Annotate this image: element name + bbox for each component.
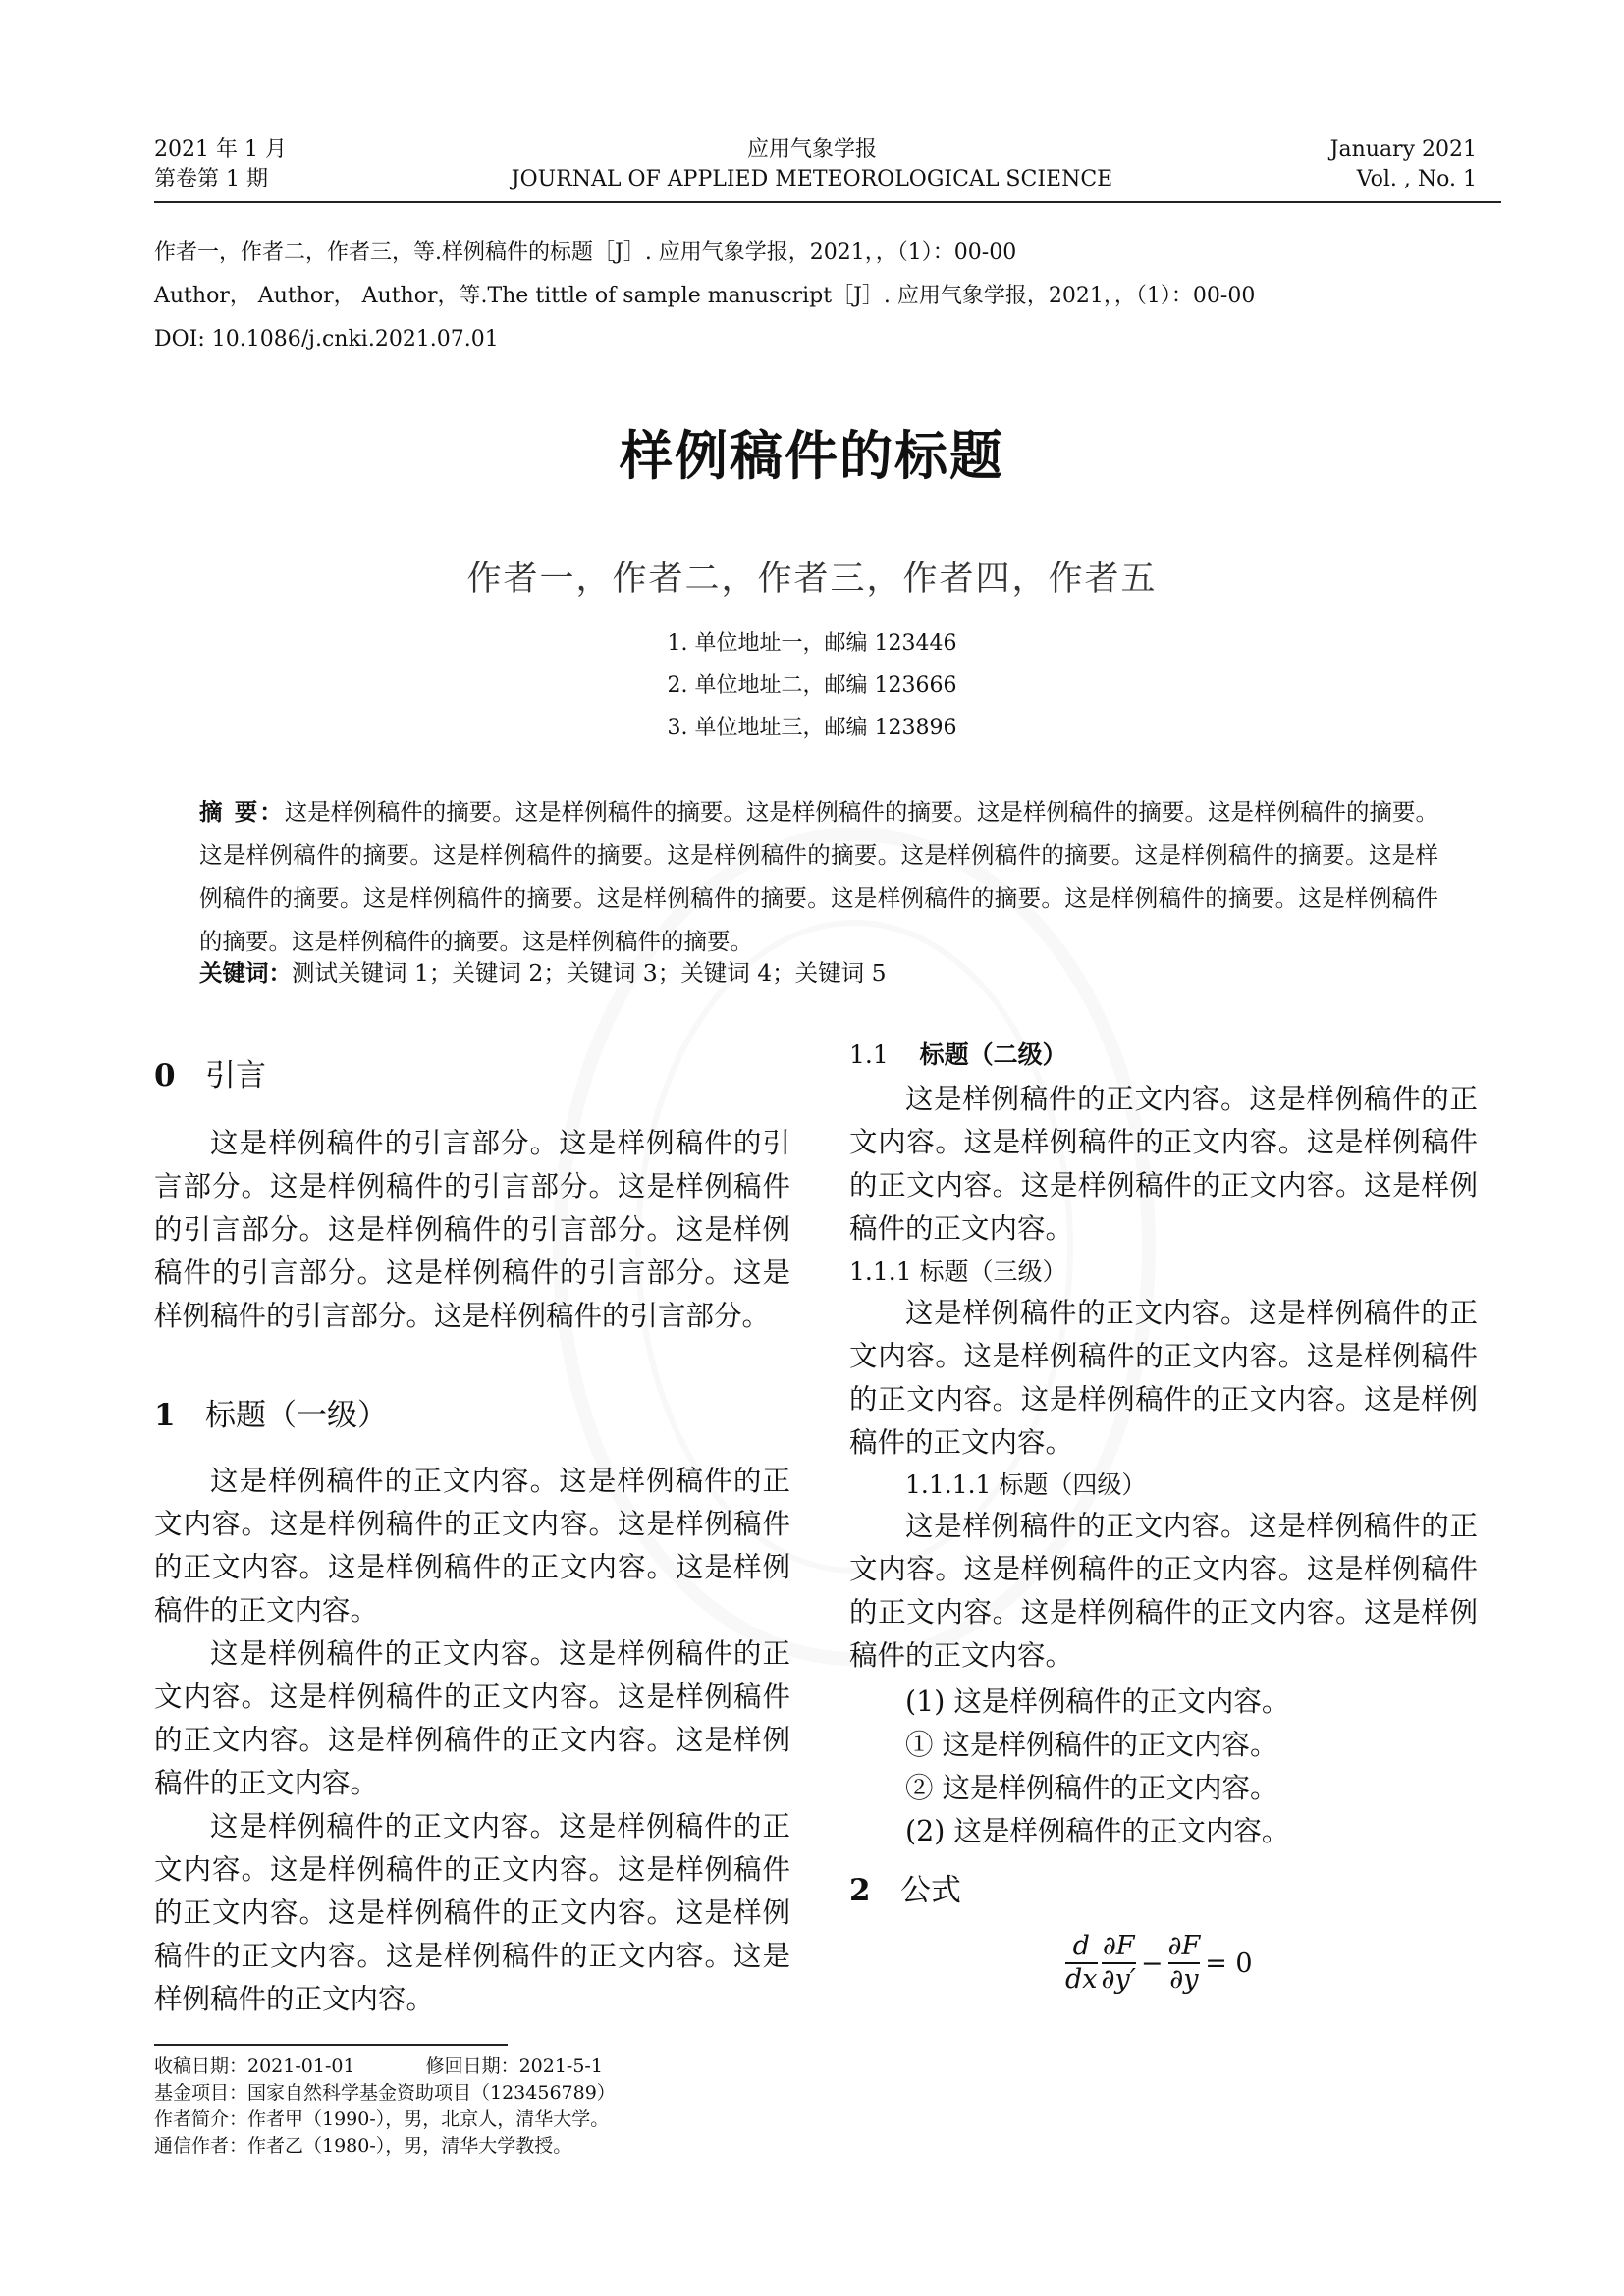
affiliation-3: 3. 单位地址三，邮编 123896 [667, 716, 957, 740]
abstract [199, 790, 1438, 963]
list-item: ① 这是样例稿件的正文内容。 [905, 1729, 1278, 1761]
section-0-number: 0 [154, 1058, 176, 1094]
equation-term-dF-dyprime [1102, 1932, 1136, 1995]
section-2-number: 2 [849, 1873, 871, 1908]
section-2-title: 公式 [900, 1873, 961, 1908]
issue-number: 第卷第 1 期 [154, 167, 268, 191]
journal-name-en: JOURNAL OF APPLIED METEOROLOGICAL SCIENCE [511, 167, 1113, 191]
body-paragraph-3: 这是样例稿件的正文内容。这是样例稿件的正文内容。这是样例稿件的正文内容。这是样例稿件的正文内容。这是样例稿件的正文内容。这是样例稿件的正文内容。这是样例稿件的正文内容。这是样例稿件的正文内容。 [154, 1810, 790, 2015]
subsection-1-1-1-heading: 1.1.1 标题（三级） [849, 1257, 1067, 1286]
header-rule [154, 201, 1501, 203]
abstract-label: 摘 要： [199, 798, 285, 826]
abstract-text: 这是样例稿件的摘要。这是样例稿件的摘要。这是样例稿件的摘要。这是样例稿件的摘要。这是样例稿件的摘要。这是样例稿件的摘要。这是样例稿件的摘要。这是样例稿件的摘要。这是样例稿件的摘要。这是样例稿件的摘要。这是样例稿件的摘要。这是样例稿件的摘要。这是样例稿件的摘要。这是样例稿件的摘要。这是样例稿件的摘要。这是样例稿件的摘要。这是样例稿件的摘要。这是样例稿件的摘要。 [199, 798, 1439, 955]
footnote-rule [154, 2044, 508, 2046]
footnote-dates [154, 2054, 603, 2080]
section-1-number: 1 [154, 1398, 176, 1433]
journal-date-volume-en [1330, 135, 1477, 194]
subsection-1-1-paragraph: 这是样例稿件的正文内容。这是样例稿件的正文内容。这是样例稿件的正文内容。这是样例稿件的正文内容。这是样例稿件的正文内容。这是样例稿件的正文内容。 [849, 1083, 1478, 1245]
issue-date-en: January 2021 [1329, 137, 1477, 162]
doi: DOI: 10.1086/j.cnki.2021.07.01 [154, 327, 499, 351]
subsection-1-1-1-1-heading: 1.1.1.1 标题（四级） [905, 1470, 1147, 1499]
equation-numerator: ∂F [1102, 1931, 1135, 1961]
subsection-1-1-number: 1.1 [849, 1041, 889, 1069]
intro-paragraph: 这是样例稿件的引言部分。这是样例稿件的引言部分。这是样例稿件的引言部分。这是样例稿件的引言部分。这是样例稿件的引言部分。这是样例稿件的引言部分。这是样例稿件的引言部分。这是样例稿件的引言部分。这是样例稿件的引言部分。 [154, 1127, 790, 1332]
subsection-1-1-1-paragraph: 这是样例稿件的正文内容。这是样例稿件的正文内容。这是样例稿件的正文内容。这是样例稿件的正文内容。这是样例稿件的正文内容。这是样例稿件的正文内容。 [849, 1297, 1478, 1459]
keywords-text: 测试关键词 1；关键词 2；关键词 3；关键词 4；关键词 5 [292, 959, 887, 987]
body-paragraph-1: 这是样例稿件的正文内容。这是样例稿件的正文内容。这是样例稿件的正文内容。这是样例稿件的正文内容。这是样例稿件的正文内容。这是样例稿件的正文内容。 [154, 1465, 790, 1627]
list-item: ② 这是样例稿件的正文内容。 [905, 1772, 1278, 1804]
equation-term-d-dx [1065, 1932, 1098, 1995]
section-2-heading [849, 1869, 1478, 1912]
equation-numerator: d [1072, 1931, 1090, 1961]
subsection-1-1-title: 标题（二级） [919, 1041, 1067, 1069]
author-list: 作者一，作者二，作者三，作者四，作者五 [466, 560, 1158, 599]
journal-name-cn: 应用气象学报 [746, 137, 877, 162]
equation-numerator: ∂F [1167, 1931, 1201, 1961]
section-1-title: 标题（一级） [205, 1398, 388, 1433]
revised-date: 修回日期：2021-5-1 [425, 2056, 603, 2077]
section-0-title: 引言 [205, 1058, 266, 1094]
keywords-label: 关键词： [199, 959, 292, 987]
euler-lagrange-equation [1063, 1932, 1256, 1995]
section-1-heading [154, 1394, 790, 1437]
equation-denominator: ∂y [1169, 1964, 1199, 1995]
equation-term-dF-dy [1168, 1932, 1201, 1995]
list-item: (1) 这是样例稿件的正文内容。 [905, 1685, 1290, 1718]
equation-denominator: ∂y′ [1101, 1964, 1136, 1995]
citation-cn: 作者一，作者二，作者三，等.样例稿件的标题［J］. 应用气象学报，2021，，（1）：00-00 [154, 240, 1017, 265]
list-item: (2) 这是样例稿件的正文内容。 [905, 1815, 1290, 1847]
volume-number-en: Vol. , No. 1 [1356, 167, 1477, 191]
paper-title: 样例稿件的标题 [620, 425, 1004, 487]
footnote-author-bio: 作者简介：作者甲（1990-），男，北京人，清华大学。 [154, 2109, 610, 2130]
keywords [199, 951, 887, 994]
subsection-1-1-1-1-paragraph: 这是样例稿件的正文内容。这是样例稿件的正文内容。这是样例稿件的正文内容。这是样例稿件的正文内容。这是样例稿件的正文内容。这是样例稿件的正文内容。 [849, 1510, 1478, 1672]
affiliation-1: 1. 单位地址一，邮编 123446 [667, 631, 957, 656]
affiliation-2: 2. 单位地址二，邮编 123666 [667, 673, 957, 698]
issue-date: 2021 年 1 月 [154, 137, 287, 162]
footnote-corresponding-author: 通信作者：作者乙（1980-），男，清华大学教授。 [154, 2135, 572, 2157]
subsection-1-1-heading [849, 1034, 1478, 1077]
equation-denominator: dx [1065, 1964, 1098, 1995]
section-0-heading [154, 1054, 790, 1097]
equation-minus: − [1140, 1948, 1164, 1979]
footnote-fund: 基金项目：国家自然科学基金资助项目（123456789） [154, 2082, 616, 2104]
citation-en: Author， Author， Author，等.The tittle of sample manuscript［J］. 应用气象学报，2021，，（1）：00-00 [154, 284, 1256, 308]
equation-rhs: = 0 [1205, 1948, 1253, 1979]
received-date: 收稿日期：2021-01-01 [154, 2056, 355, 2077]
body-paragraph-2: 这是样例稿件的正文内容。这是样例稿件的正文内容。这是样例稿件的正文内容。这是样例稿件的正文内容。这是样例稿件的正文内容。这是样例稿件的正文内容。 [154, 1637, 790, 1799]
